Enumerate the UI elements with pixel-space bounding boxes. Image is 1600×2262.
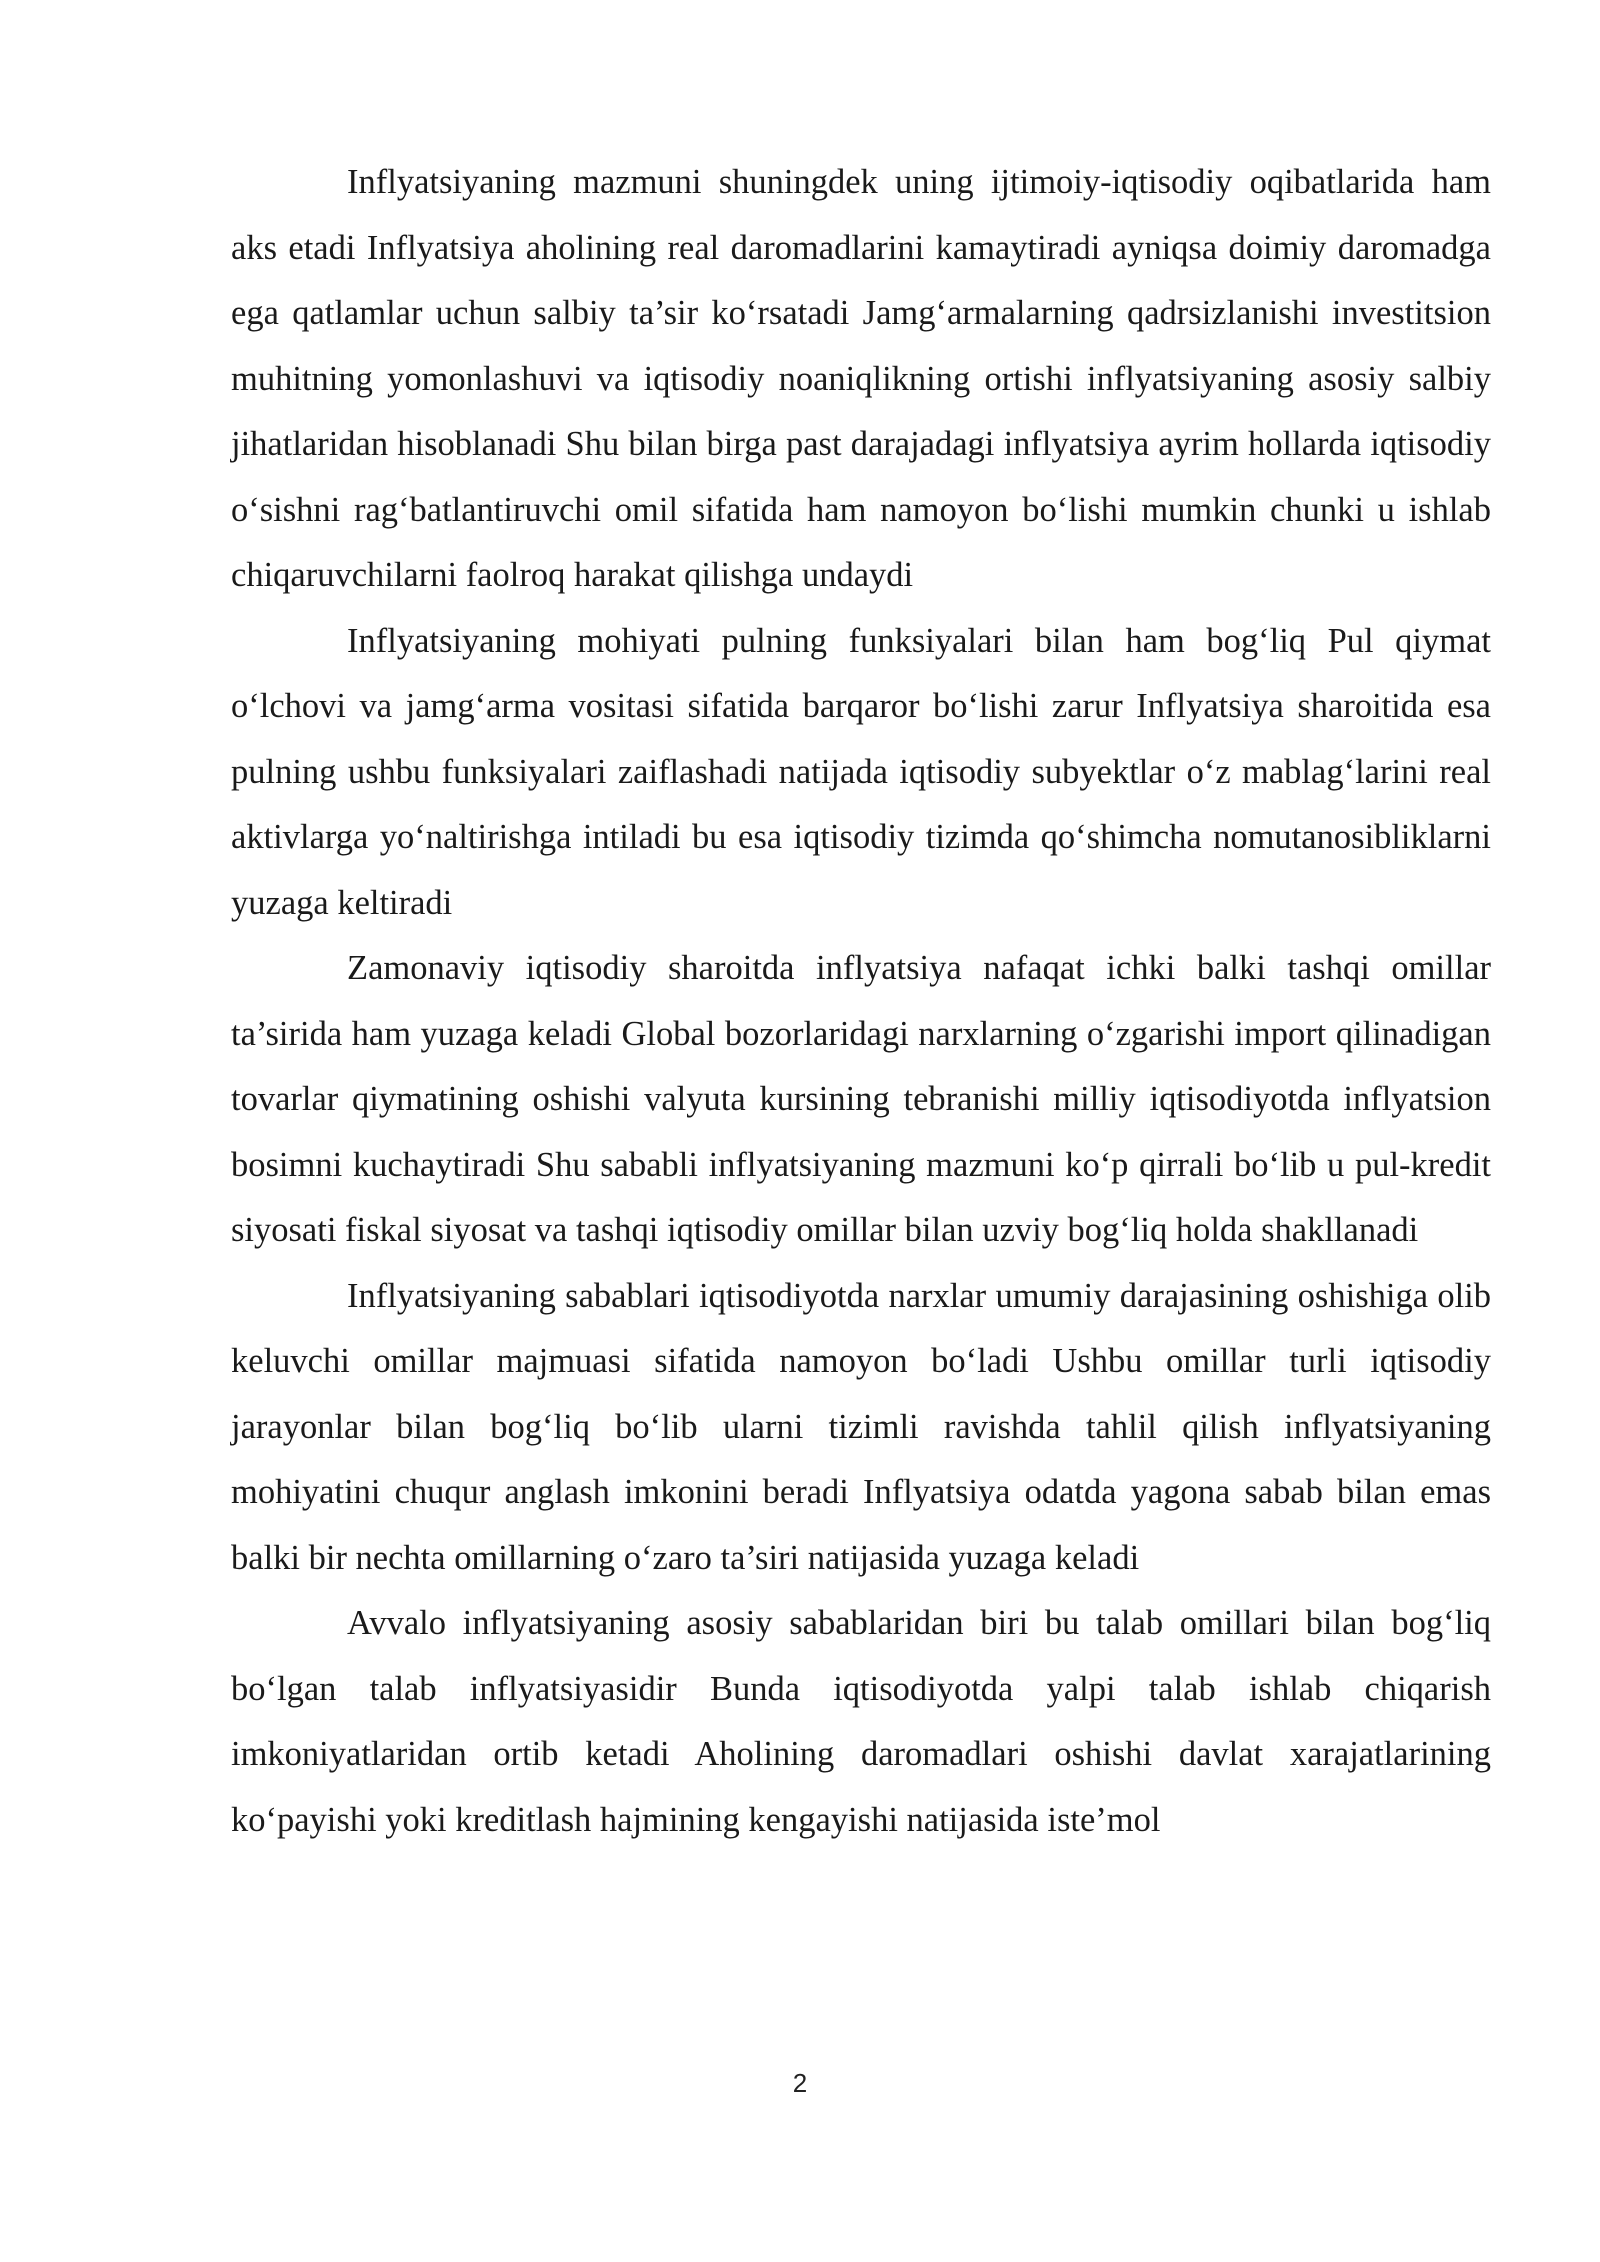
paragraph: Zamonaviy iqtisodiy sharoitda inflyatsiya nafaqat ichki balki tashqi omillar ta’sirida ham yuzaga keladi Global bozorlaridagi narxlarning o‘zgarishi import qilinadigan tovarlar qiymatining oshishi valyuta kursining tebranishi milliy iqtisodiyotda inflyatsion bosimni kuchaytiradi Shu sababli inflyatsiyaning mazmuni ko‘p qirrali bo‘lib u pul-kredit siyosati fiskal siyosat va tashqi iqtisodiy omillar bilan uzviy bog‘liq holda shakllanadi <box>231 949 1491 1249</box>
paragraph: Inflyatsiyaning sabablari iqtisodiyotda narxlar umumiy darajasining oshishiga olib keluvchi omillar majmuasi sifatida namoyon bo‘ladi Ushbu omillar turli iqtisodiy jarayonlar bilan bog‘liq bo‘lib ularni tizimli ravishda tahlil qilish inflyatsiyaning mohiyatini chuqur anglash imkonini beradi Inflyatsiya odatda yagona sabab bilan emas balki bir nechta omillarning o‘zaro ta’siri natijasida yuzaga keladi <box>231 1276 1491 1577</box>
paragraph: Inflyatsiyaning mazmuni shuningdek uning ijtimoiy-iqtisodiy oqibatlarida ham aks etadi Inflyatsiya aholining real daromadlarini kamaytiradi ayniqsa doimiy daromadga ega qatlamlar uchun salbiy ta’sir ko‘rsatadi Jamg‘armalarning qadrsizlanishi investitsion muhitning yomonlashuvi va iqtisodiy noaniqlikning ortishi inflyatsiyaning asosiy salbiy jihatlaridan hisoblanadi Shu bilan birga past darajadagi inflyatsiya ayrim hollarda iqtisodiy o‘sishni rag‘batlantiruvchi omil sifatida ham namoyon bo‘lishi mumkin chunki u ishlab chiqaruvchilarni faolroq harakat qilishga undaydi <box>231 163 1491 594</box>
page-number: 2 <box>792 2068 808 2098</box>
paragraph: Avvalo inflyatsiyaning asosiy sabablaridan biri bu talab omillari bilan bog‘liq bo‘lgan talab inflyatsiyasidir Bunda iqtisodiyotda yalpi talab ishlab chiqarish imkoniyatlaridan ortib ketadi Aholining daromadlari oshishi davlat xarajatlarining ko‘payishi yoki kreditlash hajmining kengayishi natijasida iste’mol <box>231 1604 1491 1839</box>
paragraph: Inflyatsiyaning mohiyati pulning funksiyalari bilan ham bog‘liq Pul qiymat o‘lchovi va jamg‘arma vositasi sifatida barqaror bo‘lishi zarur Inflyatsiya sharoitida esa pulning ushbu funksiyalari zaiflashadi natijada iqtisodiy subyektlar o‘z mablag‘larini real aktivlarga yo‘naltirishga intiladi bu esa iqtisodiy tizimda qo‘shimcha nomutanosibliklarni yuzaga keltiradi <box>231 621 1491 922</box>
body-text <box>231 150 1491 1853</box>
